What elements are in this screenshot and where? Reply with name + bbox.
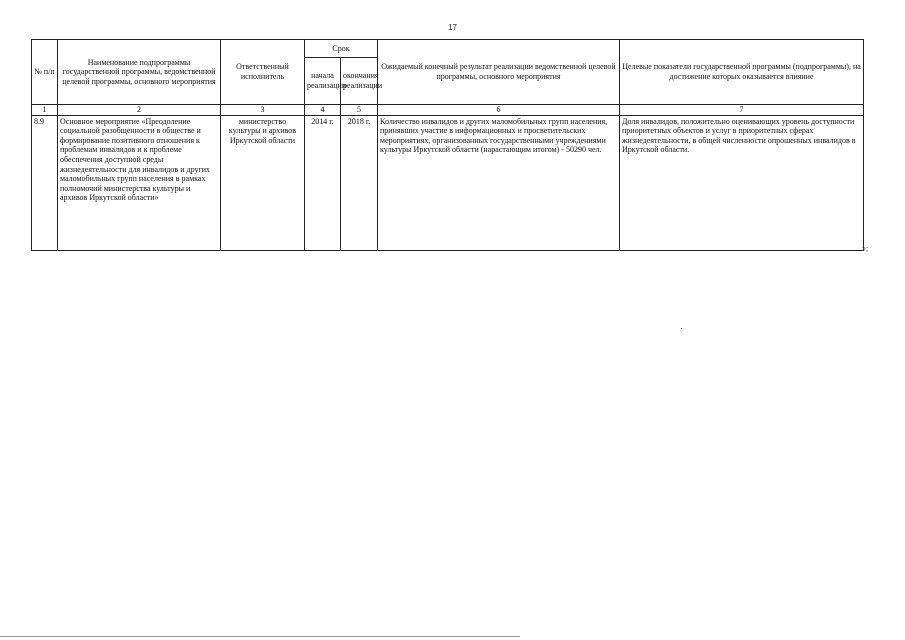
header-result: Ожидаемый конечный результат реализации ведомственной целевой программы, основного мероприятия — [378, 40, 620, 105]
trailing-quote-mark: »; — [862, 244, 869, 253]
column-number: 1 — [32, 105, 58, 116]
column-number: 5 — [341, 105, 378, 116]
row-start: 2014 г. — [305, 115, 341, 250]
header-row — [32, 40, 864, 58]
header-start: начала реализации — [305, 58, 341, 105]
column-number: 2 — [58, 105, 221, 116]
row-name: Основное мероприятие «Преодоление социальной разобщенности в обществе и формирование позитивного отношения к проблемам инвалидов и к проблеме обеспечения доступной среды жизнедеятельности для инвалидов и других маломобильных групп населения в рамках полномочий министерства культуры и архивов Иркутской области» — [58, 115, 221, 250]
row-executor: министерство культуры и архивов Иркутской области — [221, 115, 305, 250]
column-number-row — [32, 105, 864, 116]
header-name: Наименование подпрограммы государственной программы, ведомственной целевой программы, основного мероприятия — [58, 40, 221, 105]
header-indicators: Целевые показатели государственной программы (подпрограммы), на достижение которых оказывается влияние — [620, 40, 864, 105]
row-num: 8.9 — [32, 115, 58, 250]
page-number: 17 — [448, 23, 457, 32]
table-row — [32, 115, 864, 250]
column-number: 3 — [221, 105, 305, 116]
row-result: Количество инвалидов и других маломобильных групп населения, принявших участие в информационных и просветительских мероприятиях, организованных государственными учреждениями культуры Иркутской области (нарастающим итогом) - 50290 чел. — [378, 115, 620, 250]
column-number: 6 — [378, 105, 620, 116]
column-number: 7 — [620, 105, 864, 116]
row-end: 2018 г. — [341, 115, 378, 250]
header-end: окончания реализации — [341, 58, 378, 105]
row-indicators: Доля инвалидов, положительно оценивающих уровень доступности приоритетных объектов и услуг в приоритетных сферах жизнедеятельности, в общей численности опрошенных инвалидов в Иркутской области. — [620, 115, 864, 250]
header-num: № п/п — [32, 40, 58, 105]
program-table — [31, 39, 864, 251]
header-srok: Срок — [305, 40, 378, 58]
column-number: 4 — [305, 105, 341, 116]
scan-artifact-line — [0, 636, 520, 637]
header-executor: Ответственный исполнитель — [221, 40, 305, 105]
scan-speck — [681, 328, 682, 329]
